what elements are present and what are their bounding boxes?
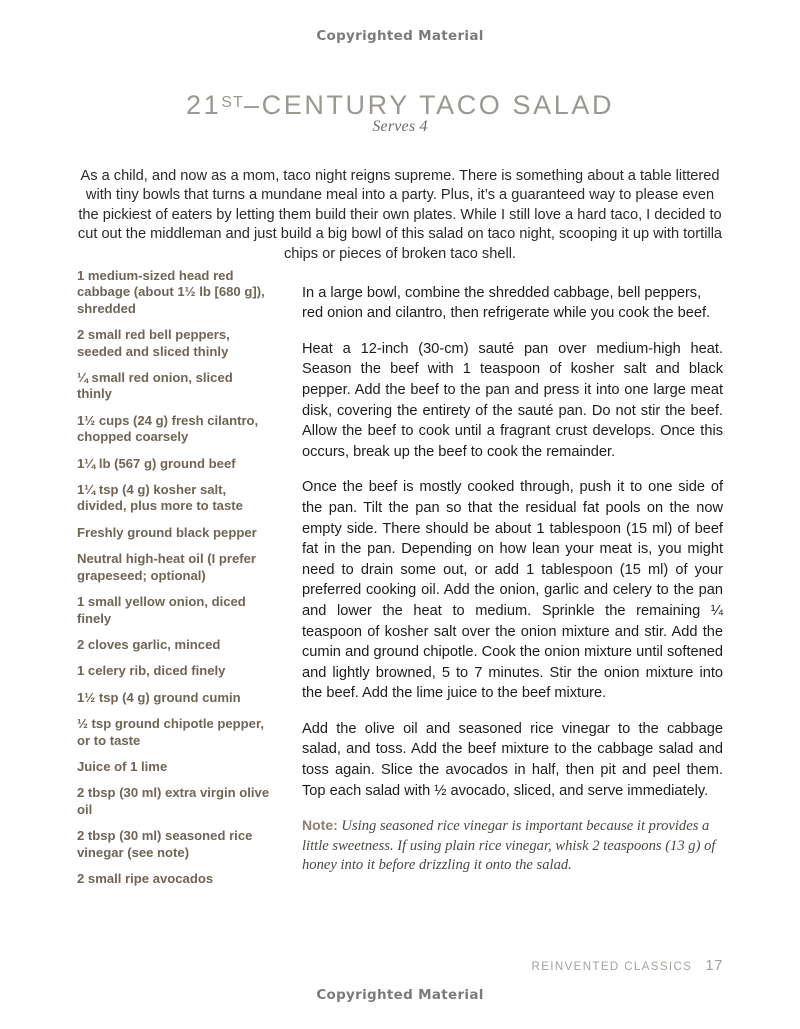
ingredient-item: 1 celery rib, diced finely [77,663,226,679]
ingredient-item: 1 small yellow onion, diced finely [77,594,246,626]
ingredient-item: 1¼ tsp (4 g) kosher salt, divided, plus more to taste [77,482,243,514]
ingredient-item: 1¼ lb (567 g) ground beef [77,455,236,471]
direction-step: Add the olive oil and seasoned rice vinegar to the cabbage salad, and toss. Add the beef mixture to the cabbage salad and toss again. Slice the avocados in half, then pit and peel them. Top each salad with ½ avocado, sliced, and serve immediately. [302,720,723,799]
copyright-watermark-bottom: Copyrighted Material [316,987,484,1003]
ingredients-list [77,268,270,887]
ingredient-item: Freshly ground black pepper [77,524,257,540]
ingredient-item: 1½ cups (24 g) fresh cilantro, chopped coarsely [77,412,259,445]
footer-section-name: REINVENTED CLASSICS [531,961,693,973]
ingredient-item: 2 small red bell peppers, seeded and sliced thinly [77,327,230,359]
recipe-title [0,90,800,121]
copyright-watermark-top: Copyrighted Material [316,28,484,44]
ingredient-item: 1½ tsp (4 g) ground cumin [77,689,241,705]
ingredient-item: 2 cloves garlic, minced [77,636,221,652]
page-footer [532,957,724,974]
recipe-headnote: As a child, and now as a mom, taco night reigns supreme. There is something about a table littered with tiny bowls that turns a mundane meal into a party. Plus, it’s a guaranteed way to please even the pickiest of eaters by letting them build their own plates. While I still love a hard taco, I decided to cut out the middleman and just build a big bowl of this salad on taco night, scooping it up with tortilla chips or pieces of broken taco shell. [77,167,723,262]
note-label: Note: [302,817,338,834]
directions-column [302,268,723,876]
ingredient-item: ½ tsp ground chipotle pepper, or to taste [77,716,264,748]
serves-subtitle: Serves 4 [372,118,428,135]
ingredient-item: 1 medium-sized head red cabbage (about 1½ lb [680 g]), shredded [77,268,265,316]
ingredient-item: 2 tbsp (30 ml) seasoned rice vinegar (see note) [77,828,253,860]
ingredient-item: 2 small ripe avocados [77,870,214,886]
recipe-title-rest: –CENTURY TACO SALAD [244,90,615,121]
ingredient-item: Juice of 1 lime [77,758,168,774]
direction-step: Once the beef is mostly cooked through, push it to one side of the pan. Tilt the pan so that the residual fat pools on the now empty side. There should be about 1 tablespoon (15 ml) of beef fat in the pan. Depending on how lean your meat is, you might need to drain some out, or add 1 tablespoon (15 ml) of your preferred cooking oil. Add the onion, garlic and celery to the pan and lower the heat to medium. Sprinkle the remaining ¼ teaspoon of kosher salt over the onion mixture and stir. Add the cumin and ground chipotle. Cook the onion mixture until softened and lightly browned, 5 to 7 minutes. Stir the onion mixture into the beef. Add the lime juice to the beef mixture. [302,479,723,702]
ingredient-item: Neutral high-heat oil (I prefer grapeseed; optional) [77,551,256,583]
recipe-title-ordinal: ST [221,94,245,112]
direction-step: In a large bowl, combine the shredded cabbage, bell peppers, red onion and cilantro, then refrigerate while you cook the beef. [302,284,711,322]
note-text: Using seasoned rice vinegar is important because it provides a little sweetness. If using plain rice vinegar, whisk 2 teaspoons (13 g) of honey into it before drizzling it onto the salad. [302,818,716,874]
ingredient-item: ¼ small red onion, sliced thinly [77,370,233,402]
recipe-title-lead: 21 [185,90,222,121]
footer-page-number: 17 [705,957,723,974]
ingredient-item: 2 tbsp (30 ml) extra virgin olive oil [77,785,270,817]
recipe-note [302,816,723,876]
directions-steps [302,283,723,802]
direction-step: Heat a 12-inch (30-cm) sauté pan over medium-high heat. Season the beef with 1 teaspoon of kosher salt and black pepper. Add the beef to the pan and press it into one large meat disk, covering the entirety of the sauté pan. Do not stir the beef. Allow the beef to cook until a fragrant crust develops. Once this occurs, break up the beef to cook the remainder. [302,340,723,460]
